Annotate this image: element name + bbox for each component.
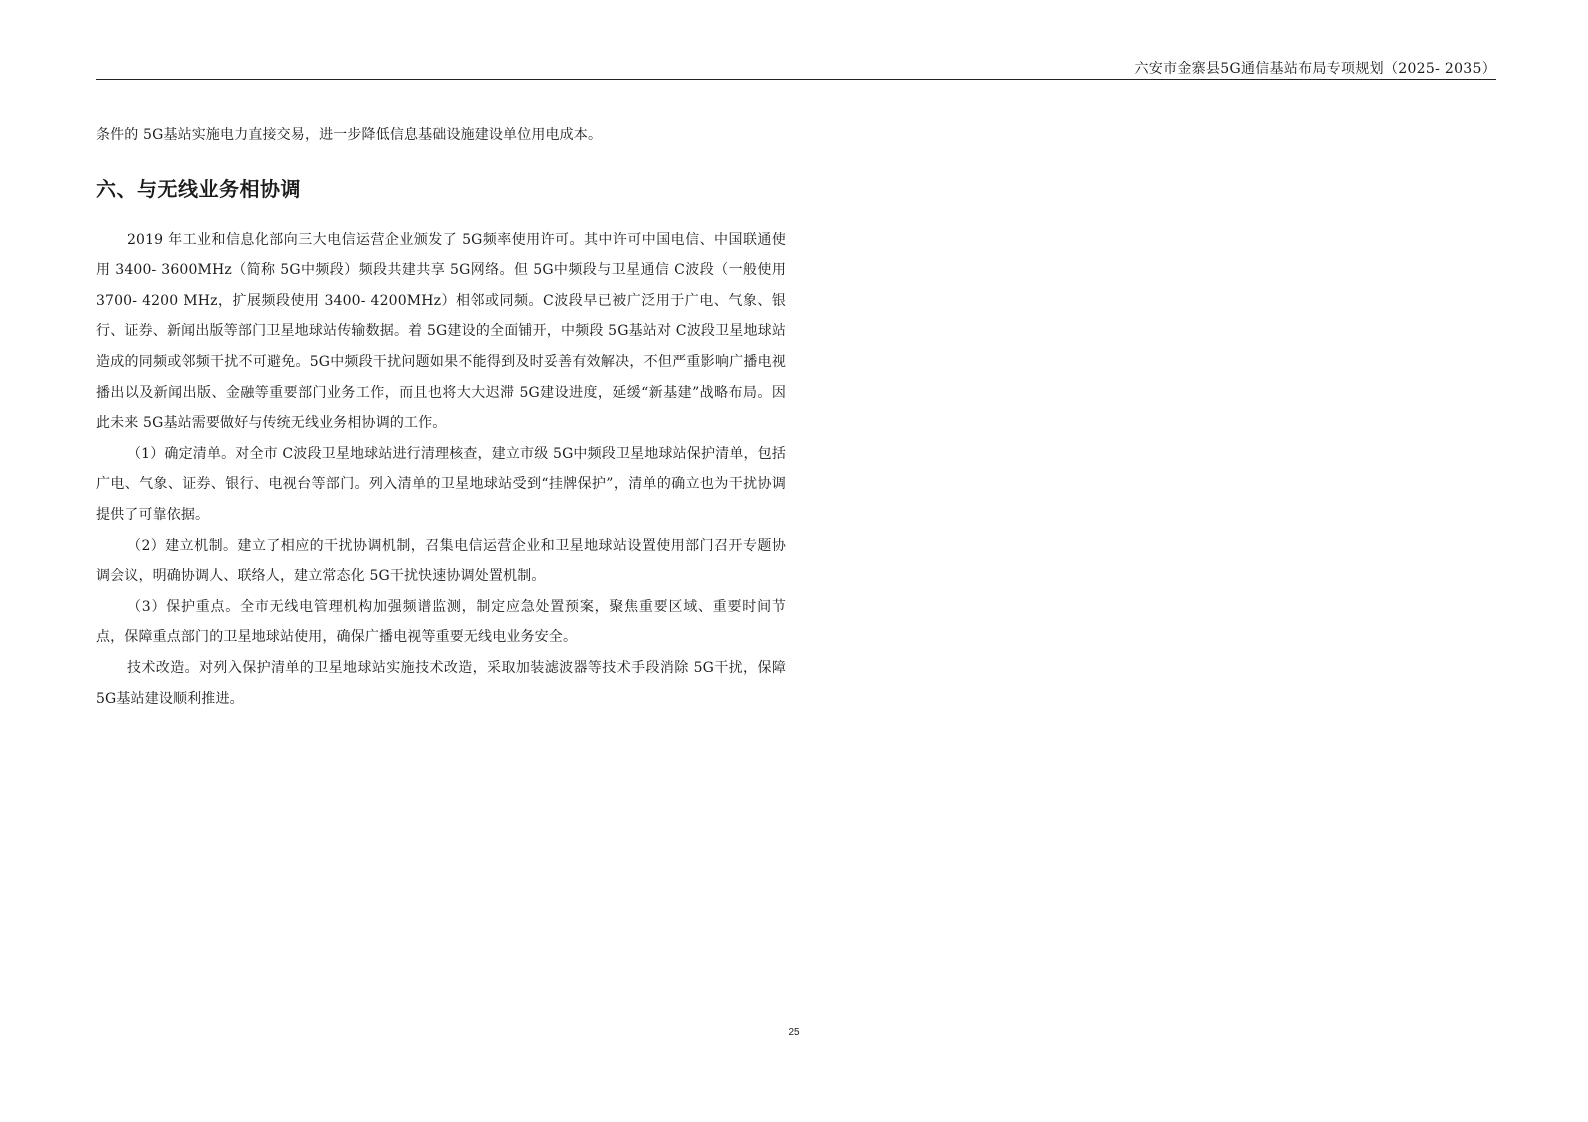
- body-paragraph: 2019 年工业和信息化部向三大电信运营企业颁发了 5G频率使用许可。其中许可中国电信、中国联通使用 3400- 3600MHz（简称 5G中频段）频段共建共享 5G网络。但 5G中频段与卫星通信 C波段（一般使用 3700- 4200 MHz，扩展频段使用 3400- 4200MHz）相邻或同频。C波段早已被广泛用于广电、气象、银行、证券、新闻出版等部门卫星地球站传输数据。着 5G建设的全面铺开，中频段 5G基站对 C波段卫星地球站造成的同频或邻频干扰不可避免。5G中频段干扰问题如果不能得到及时妥善有效解决，不但严重影响广播电视播出以及新闻出版、金融等重要部门业务工作，而且也将大大迟滞 5G建设进度，延缓“新基建”战略布局。因此未来 5G基站需要做好与传统无线业务相协调的工作。: [96, 231, 786, 432]
- page-header: [96, 56, 1496, 78]
- section-heading: 六、与无线业务相协调: [96, 176, 301, 201]
- continuation-paragraph: 条件的 5G基站实施电力直接交易，进一步降低信息基础设施建设单位用电成本。: [96, 127, 603, 143]
- body-paragraph: （3）保护重点。全市无线电管理机构加强频谱监测，制定应急处置预案，聚焦重要区域、重要时间节点，保障重点部门的卫星地球站使用，确保广播电视等重要无线电业务安全。: [96, 598, 786, 646]
- document-body: [96, 120, 786, 714]
- header-divider: [96, 79, 1496, 80]
- document-title: 六安市金寨县5G通信基站布局专项规划（2025- 2035）: [1134, 61, 1496, 77]
- body-paragraph: 技术改造。对列入保护清单的卫星地球站实施技术改造，采取加装滤波器等技术手段消除 5G干扰，保障 5G基站建设顺利推进。: [96, 659, 786, 707]
- body-paragraph: （2）建立机制。建立了相应的干扰协调机制，召集电信运营企业和卫星地球站设置使用部门召开专题协调会议，明确协调人、联络人，建立常态化 5G干扰快速协调处置机制。: [96, 537, 786, 585]
- page-number: 25: [788, 1027, 800, 1038]
- body-paragraph: （1）确定清单。对全市 C波段卫星地球站进行清理核查，建立市级 5G中频段卫星地球站保护清单，包括广电、气象、证券、银行、电视台等部门。列入清单的卫星地球站受到“挂牌保护”，清单的确立也为干扰协调提供了可靠依据。: [96, 445, 786, 523]
